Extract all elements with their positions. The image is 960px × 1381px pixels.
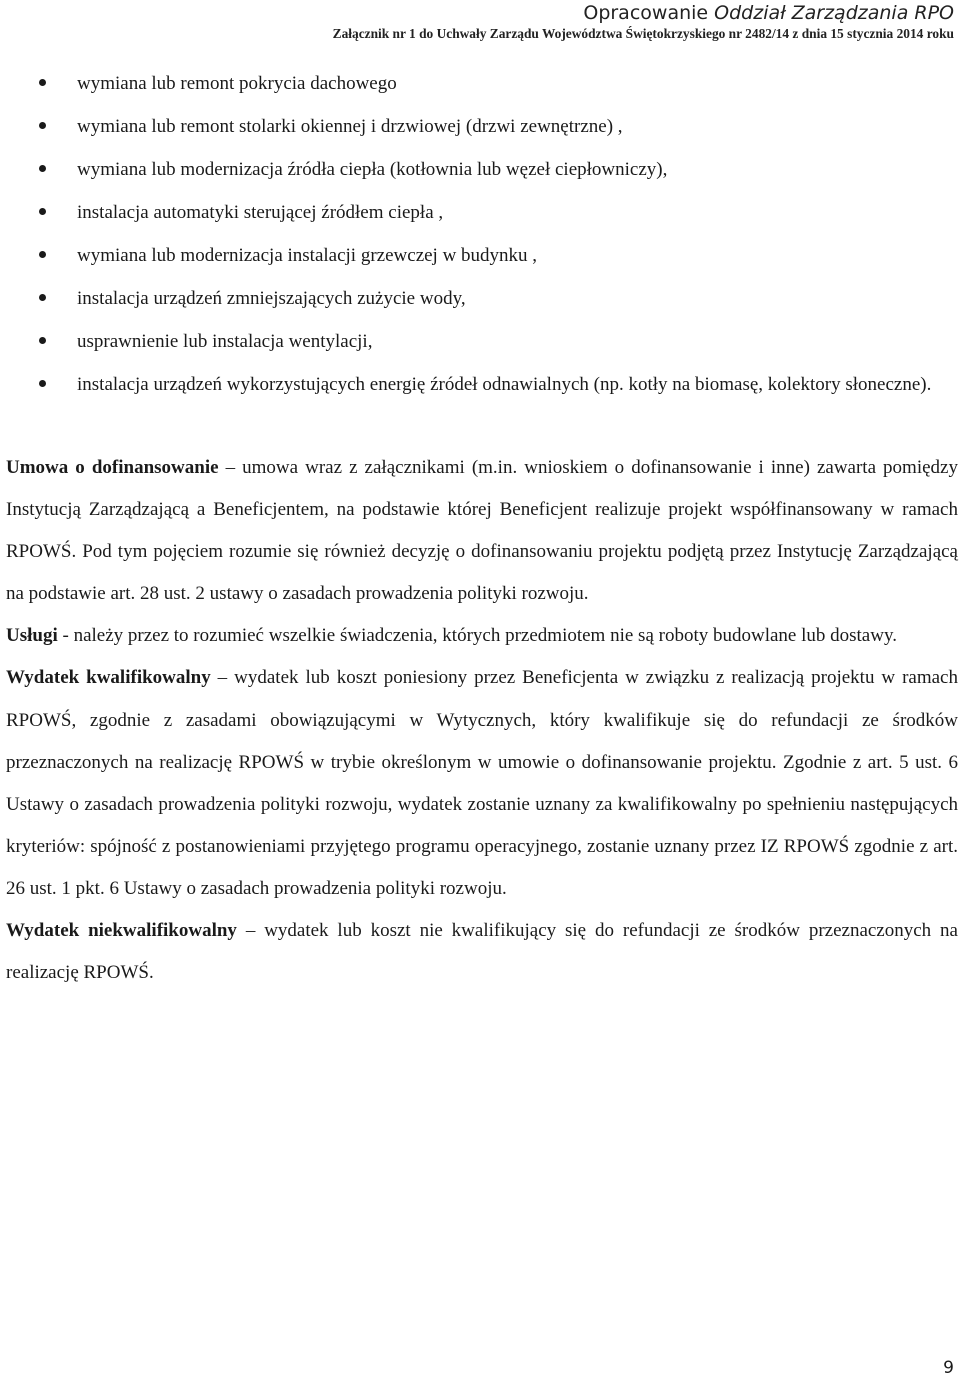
page-number: 9: [943, 1358, 954, 1378]
definition-uslugi: [6, 615, 958, 657]
header-title: [333, 0, 954, 26]
bullet-icon: [39, 165, 46, 172]
list-item: [0, 148, 960, 191]
definition-wydatek-niekwalifikowalny: [6, 910, 958, 994]
definition-term: Wydatek niekwalifikowalny: [6, 920, 237, 942]
bullet-icon: [39, 294, 46, 301]
bullet-icon: [39, 251, 46, 258]
bullet-icon: [39, 122, 46, 129]
definition-text: – umowa wraz z załącznikami (m.in. wnioskiem o dofinansowanie i inne) zawarta pomiędzy Instytucją Zarządzającą a Beneficjentem, na podstawie której Beneficjent realizuje projekt współfinansowany w ramach RPOWŚ. Pod tym pojęciem rozumie się również decyzję o dofinansowaniu projektu podjętą przez Instytucję Zarządzającą na podstawie art. 28 ust. 2 ustawy o zasadach prowadzenia polityki rozwoju.: [6, 457, 958, 605]
definition-text: – wydatek lub koszt poniesiony przez Beneficjenta w związku z realizacją projektu w ramach RPOWŚ, zgodnie z zasadami obowiązującymi w Wytycznych, który kwalifikuje się do refundacji ze środków przeznaczonych na realizację RPOWŚ w trybie określonym w umowie o dofinansowanie projektu. Zgodnie z art. 5 ust. 6 Ustawy o zasadach prowadzenia polityki rozwoju, wydatek zostanie uznany za kwalifikowalny po spełnieniu następujących kryteriów: spójność z postanowieniami przyjętego programu operacyjnego, zostanie uznany przez IZ RPOWŚ zgodnie z art. 26 ust. 1 pkt. 6 Ustawy o zasadach prowadzenia polityki rozwoju.: [6, 667, 958, 899]
bullet-list: [0, 62, 960, 406]
list-item-text: instalacja urządzeń wykorzystujących energię źródeł odnawialnych (np. kotły na biomasę, kolektory słoneczne).: [77, 374, 932, 395]
list-item-text: usprawnienie lub instalacja wentylacji,: [77, 331, 373, 352]
list-item: [0, 277, 960, 320]
definitions: [6, 447, 958, 994]
definition-term: Umowa o dofinansowanie: [6, 457, 219, 478]
list-item: [0, 234, 960, 277]
list-item: [0, 363, 960, 406]
header-title-department: Oddział Zarządzania RPO: [714, 2, 954, 24]
list-item-text: wymiana lub remont pokrycia dachowego: [77, 73, 397, 94]
list-item: [0, 62, 960, 105]
bullet-icon: [39, 337, 46, 344]
list-item-text: wymiana lub remont stolarki okiennej i drzwiowej (drzwi zewnętrzne) ,: [77, 116, 623, 137]
page-header: [333, 0, 954, 42]
list-item: [0, 320, 960, 363]
list-item-text: wymiana lub modernizacja instalacji grzewczej w budynku ,: [77, 245, 538, 266]
list-item-text: instalacja automatyki sterującej źródłem ciepła ,: [77, 202, 444, 223]
bullet-icon: [39, 208, 46, 215]
definition-umowa: [6, 447, 958, 615]
definition-term: Wydatek kwalifikowalny: [6, 667, 211, 689]
header-subtitle: Załącznik nr 1 do Uchwały Zarządu Województwa Świętokrzyskiego nr 2482/14 z dnia 15 stycznia 2014 roku: [332, 26, 954, 41]
bullet-icon: [39, 380, 46, 387]
bullet-icon: [39, 79, 46, 86]
list-item-text: wymiana lub modernizacja źródła ciepła (kotłownia lub węzeł ciepłowniczy),: [77, 159, 668, 180]
list-item: [0, 191, 960, 234]
list-item-text: instalacja urządzeń zmniejszających zużycie wody,: [77, 288, 466, 309]
definition-text: – wydatek lub koszt nie kwalifikujący się do refundacji ze środków przeznaczonych na realizację RPOWŚ.: [6, 920, 958, 984]
definition-text: - należy przez to rozumieć wszelkie świadczenia, których przedmiotem nie są roboty budowlane lub dostawy.: [57, 625, 897, 647]
header-title-prefix: Opracowanie: [583, 2, 715, 24]
definition-term: Usługi: [6, 625, 58, 647]
list-item: [0, 105, 960, 148]
definition-wydatek-kwalifikowalny: [6, 657, 958, 910]
